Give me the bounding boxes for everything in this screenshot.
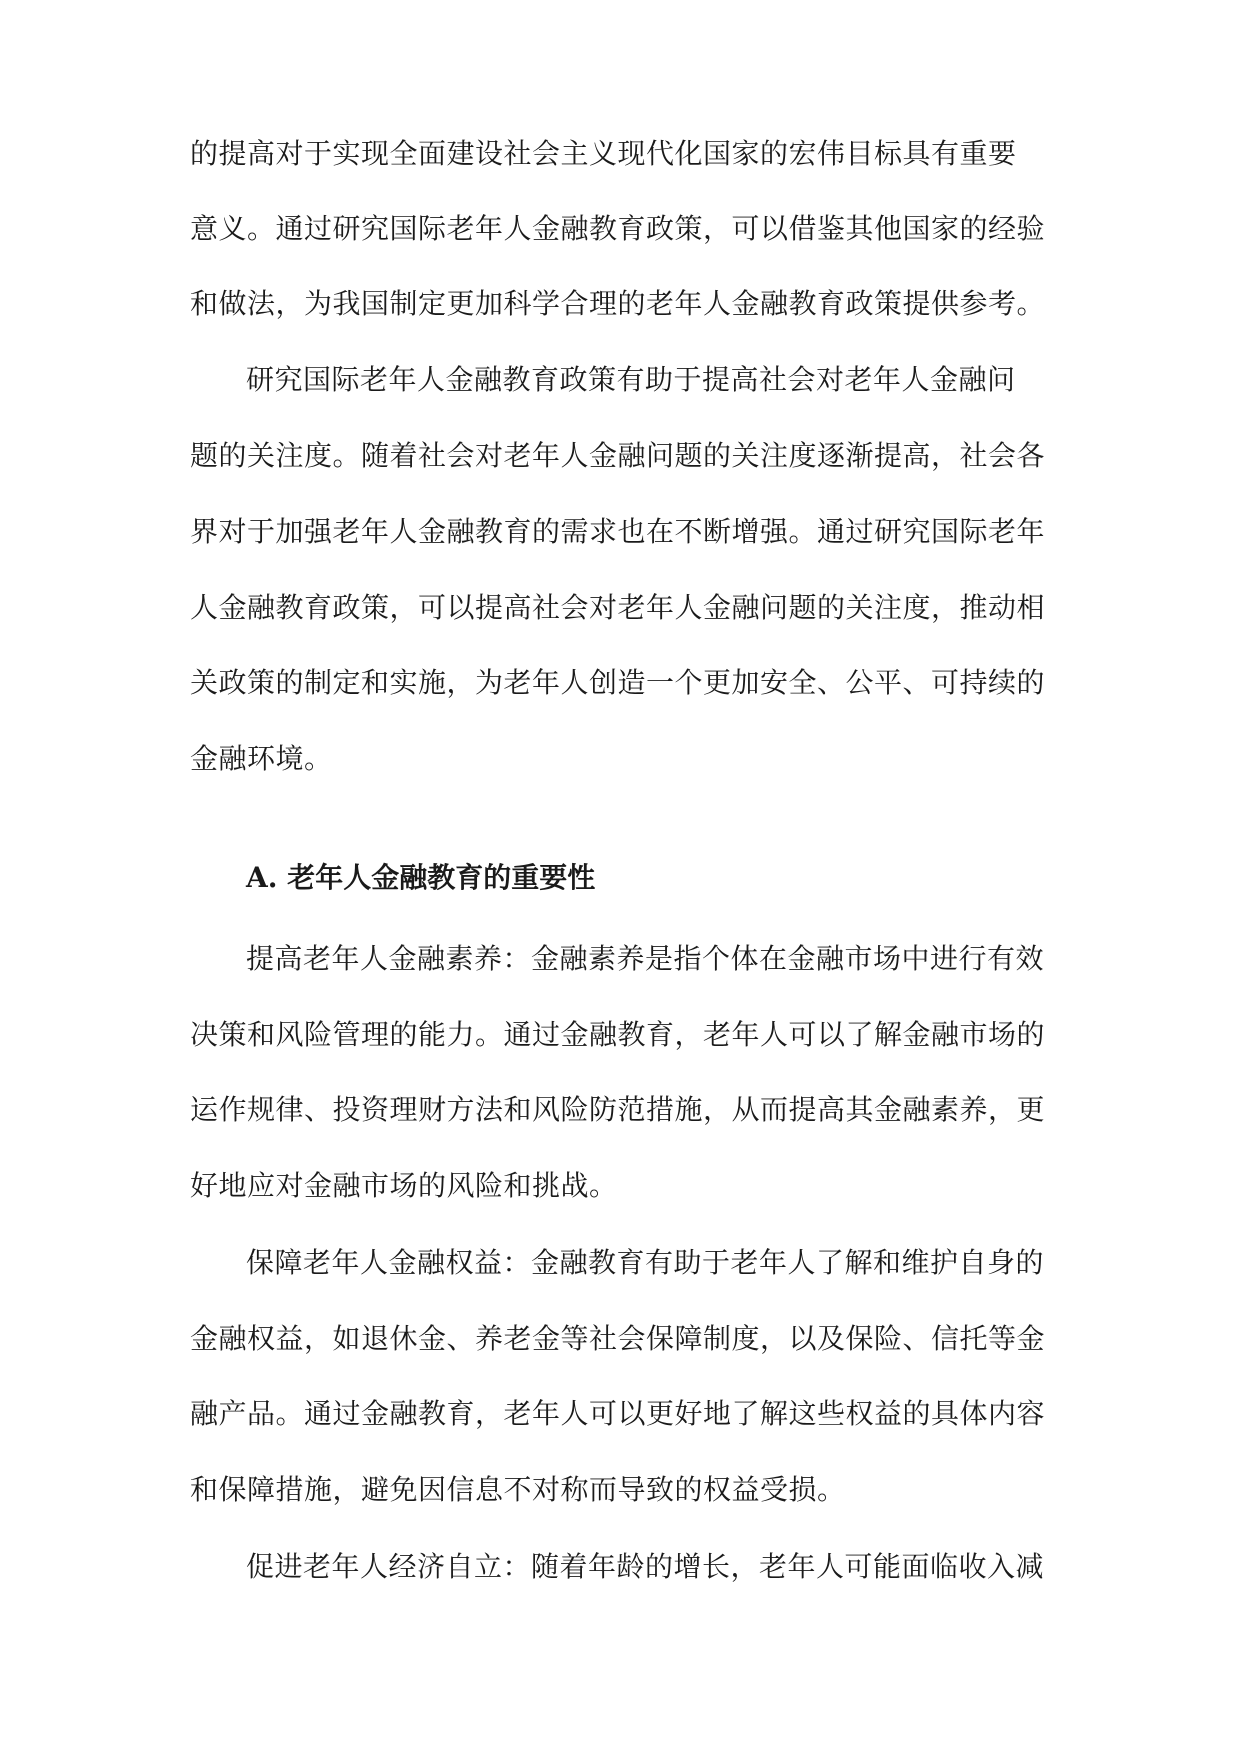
section-heading: A. 老年人金融教育的重要性 (246, 861, 596, 894)
paragraph-3-line-4: 好地应对金融市场的风险和挑战。 (190, 1169, 618, 1202)
paragraph-1-line-3: 和做法，为我国制定更加科学合理的老年人金融教育政策提供参考。 (190, 287, 1046, 320)
paragraph-2-line-5: 关政策的制定和实施，为老年人创造一个更加安全、公平、可持续的 (190, 666, 1046, 699)
paragraph-2-line-6: 金融环境。 (190, 742, 333, 775)
paragraph-5-line-1: 促进老年人经济自立：随着年龄的增长，老年人可能面临收入减 (246, 1550, 1045, 1583)
paragraph-3-line-3: 运作规律、投资理财方法和风险防范措施，从而提高其金融素养，更 (190, 1093, 1046, 1126)
paragraph-2-line-3: 界对于加强老年人金融教育的需求也在不断增强。通过研究国际老年 (190, 515, 1046, 548)
paragraph-4-line-4: 和保障措施，避免因信息不对称而导致的权益受损。 (190, 1473, 846, 1506)
paragraph-3-line-2: 决策和风险管理的能力。通过金融教育，老年人可以了解金融市场的 (190, 1018, 1046, 1051)
paragraph-2-line-4: 人金融教育政策，可以提高社会对老年人金融问题的关注度，推动相 (190, 591, 1046, 624)
paragraph-4-line-1: 保障老年人金融权益：金融教育有助于老年人了解和维护自身的 (246, 1246, 1045, 1279)
paragraph-3-line-1: 提高老年人金融素养：金融素养是指个体在金融市场中进行有效 (246, 942, 1045, 975)
paragraph-4-line-2: 金融权益，如退休金、养老金等社会保障制度，以及保险、信托等金 (190, 1322, 1046, 1355)
paragraph-4-line-3: 融产品。通过金融教育，老年人可以更好地了解这些权益的具体内容 (190, 1397, 1046, 1430)
paragraph-2-line-1: 研究国际老年人金融教育政策有助于提高社会对老年人金融问 (246, 363, 1016, 396)
paragraph-1-line-1: 的提高对于实现全面建设社会主义现代化国家的宏伟目标具有重要 (190, 137, 1017, 170)
paragraph-2-line-2: 题的关注度。随着社会对老年人金融问题的关注度逐渐提高，社会各 (190, 439, 1046, 472)
paragraph-1-line-2: 意义。通过研究国际老年人金融教育政策，可以借鉴其他国家的经验 (190, 212, 1046, 245)
